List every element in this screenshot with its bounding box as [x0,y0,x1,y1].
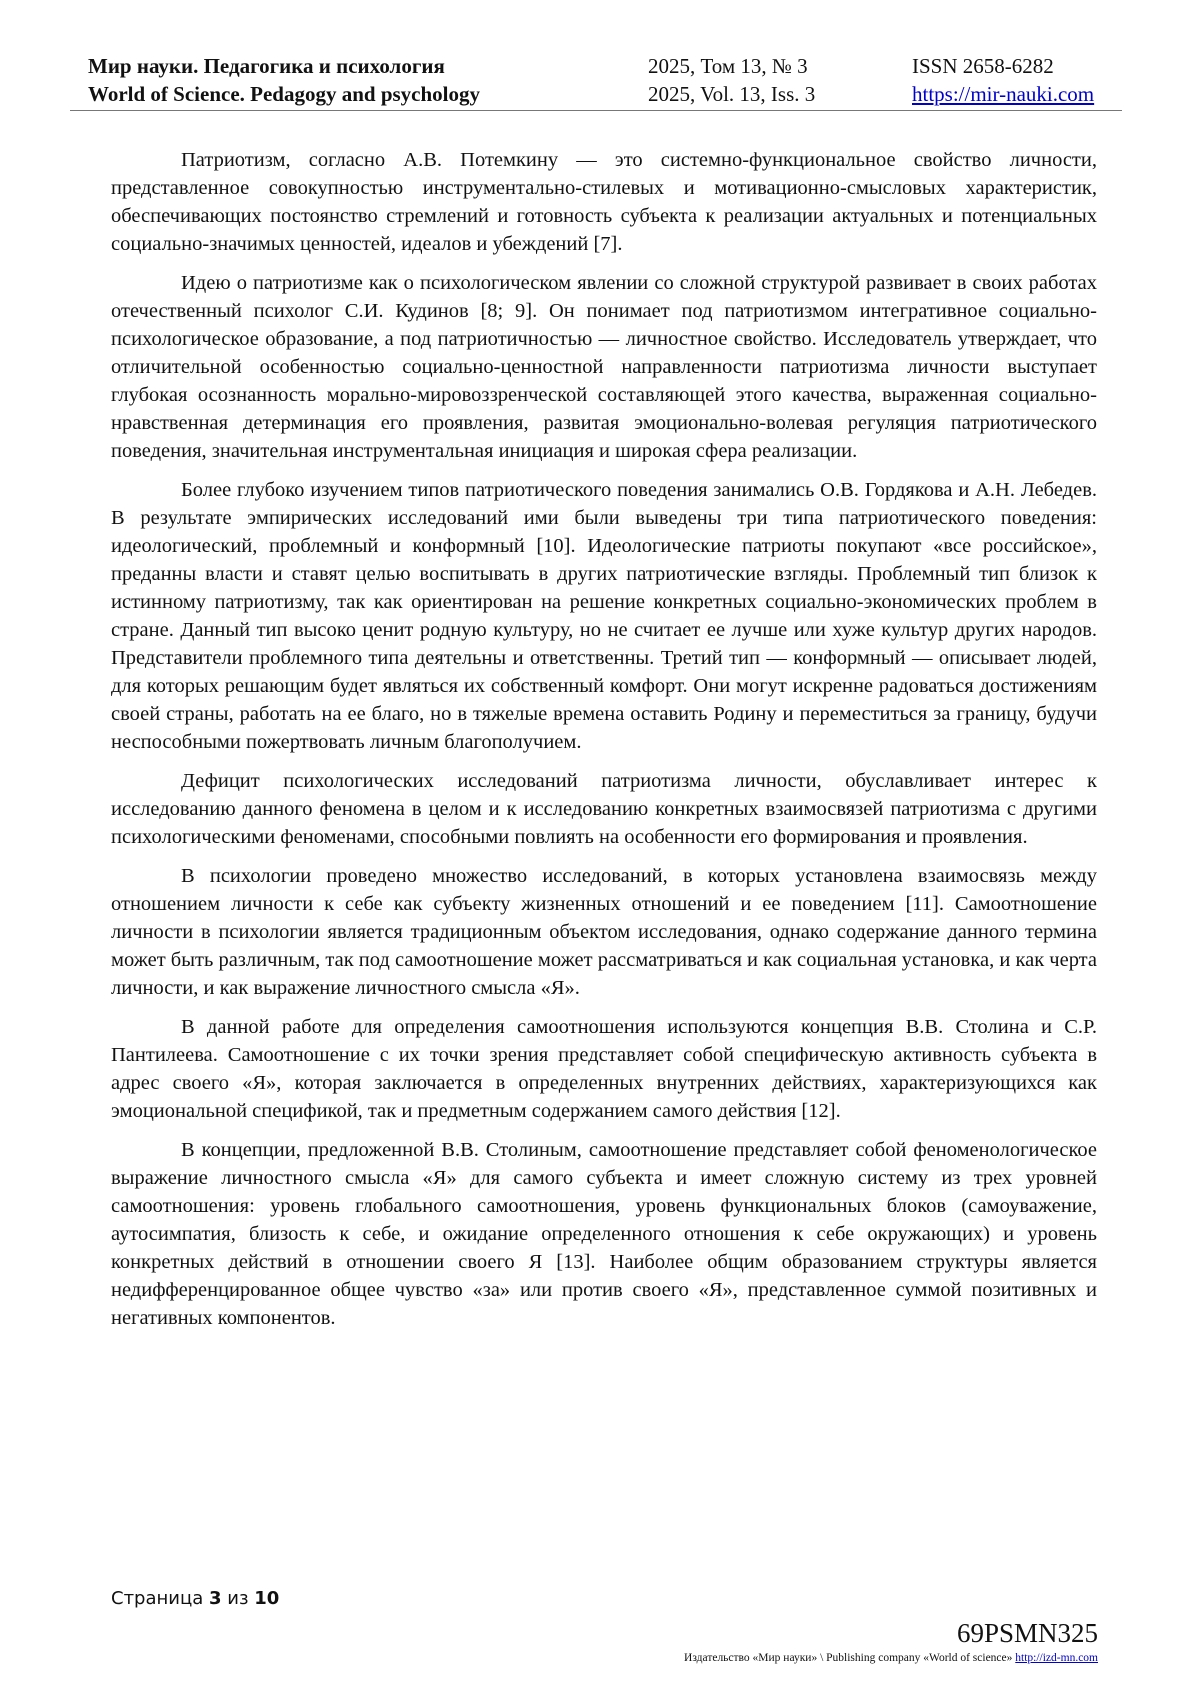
publisher-text: Издательство «Мир науки» \ Publishing company «World of science» [684,1652,1013,1664]
publisher-link[interactable]: http://izd-mn.com [1015,1652,1098,1664]
issn-number: ISSN 2658-6282 [912,54,1054,78]
website-link[interactable]: https://mir-nauki.com [912,82,1095,106]
issue-info-ru: 2025, Том 13, № 3 [648,54,808,78]
paragraph: Патриотизм, согласно А.В. Потемкину — это системно-функциональное свойство личности, представленное совокупностью инструментально-стилевых и мотивационно-смысловых характеристик, обеспечивающих постоянство стремлений и готовность субъекта к реализации актуальных и потенциальных социально-значимых ценностей, идеалов и убеждений [7]. [111,149,1097,255]
paragraph: В психологии проведено множество исследований, в которых установлена взаимосвязь между отношением личности к себе как субъекту жизненных отношений и ее поведением [11]. Самоотношение личности в психологии является традиционным объектом исследования, однако содержание данного термина может быть различным, так под самоотношение может рассматриваться и как социальная установка, и как черта личности, и как выражение личностного смысла «Я». [111,865,1097,999]
issue-info-en: 2025, Vol. 13, Iss. 3 [648,82,816,106]
paragraph: Дефицит психологических исследований патриотизма личности, обуславливает интерес к исследованию данного феномена в целом и к исследованию конкретных взаимосвязей патриотизма с другими психологическими феноменами, способными повлиять на особенности его формирования и проявления. [111,770,1097,848]
issn-block [912,52,1094,108]
page-of: из [227,1588,249,1609]
header-divider [70,110,1122,111]
paragraph: В концепции, предложенной В.В. Столиным, самоотношение представляет собой феноменологическое выражение личностного смысла «Я» для самого субъекта и имеет сложную систему из трех уровней самоотношения: уровень глобального самоотношения, уровень функциональных блоков (самоуважение, аутосимпатия, близость к себе, и ожидание определенного отношения к себе окружающих) и уровень конкретных действий в отношении своего Я [13]. Наиболее общим образованием структуры является недифференцированное общее чувство «за» или против своего «Я», представленное суммой позитивных и негативных компонентов. [111,1139,1097,1329]
article-code: 69PSMN325 [956,1618,1098,1648]
paragraph: Более глубоко изучением типов патриотического поведения занимались О.В. Гордякова и А.Н. Лебедев. В результате эмпирических исследований ими были выведены три типа патриотического поведения: идеологический, проблемный и конформный [10]. Идеологические патриоты покупают «все российское», преданны власти и ставят целью воспитывать в других патриотические взгляды. Проблемный тип близок к истинному патриотизму, так как ориентирован на решение конкретных социально-экономических проблем в стране. Данный тип высоко ценит родную культуру, но не считает ее лучше или хуже культур других народов. Представители проблемного типа деятельны и ответственны. Третий тип — конформный — описывает людей, для которых решающим будет являться их собственный комфорт. Они могут искренне радоваться достижениям своей страны, работать на ее благо, но в тяжелые времена оставить Родину и переместиться за границу, будучи неспособными пожертвовать личным благополучием. [111,479,1097,753]
paragraph: В данной работе для определения самоотношения используются концепция В.В. Столина и С.Р. Пантилеева. Самоотношение с их точки зрения представляет собой специфическую активность субъекта в адрес своего «Я», которая заключается в определенных внутренних действиях, характеризующихся как эмоциональной спецификой, так и предметным содержанием самого действия [12]. [111,1016,1097,1122]
journal-title-en: World of Science. Pedagogy and psychology [88,82,481,106]
page-current: 3 [209,1588,222,1609]
paragraph: Идею о патриотизме как о психологическом явлении со сложной структурой развивает в своих работах отечественный психолог С.И. Кудинов [8; 9]. Он понимает под патриотизмом интегративное социально-психологическое образование, а под патриотичностью — личностное свойство. Исследователь утверждает, что отличительной особенностью социально-ценностной направленности патриотизма личности выступает глубокая осознанность морально-мировоззренческой составляющей этого качества, выраженная социально-нравственная детерминация его проявления, развитая эмоционально-волевая регуляция патриотического поведения, значительная инструментальная инициация и широкая сфера реализации. [111,272,1097,462]
page-total: 10 [254,1588,280,1609]
page-label: Страница [111,1588,204,1609]
journal-title [88,52,480,108]
publisher-line [684,1652,1098,1664]
journal-title-ru: Мир науки. Педагогика и психология [88,54,445,78]
page-header [70,52,1122,112]
issue-info [648,52,815,108]
article-body [111,146,1097,1343]
page-number [111,1588,279,1609]
